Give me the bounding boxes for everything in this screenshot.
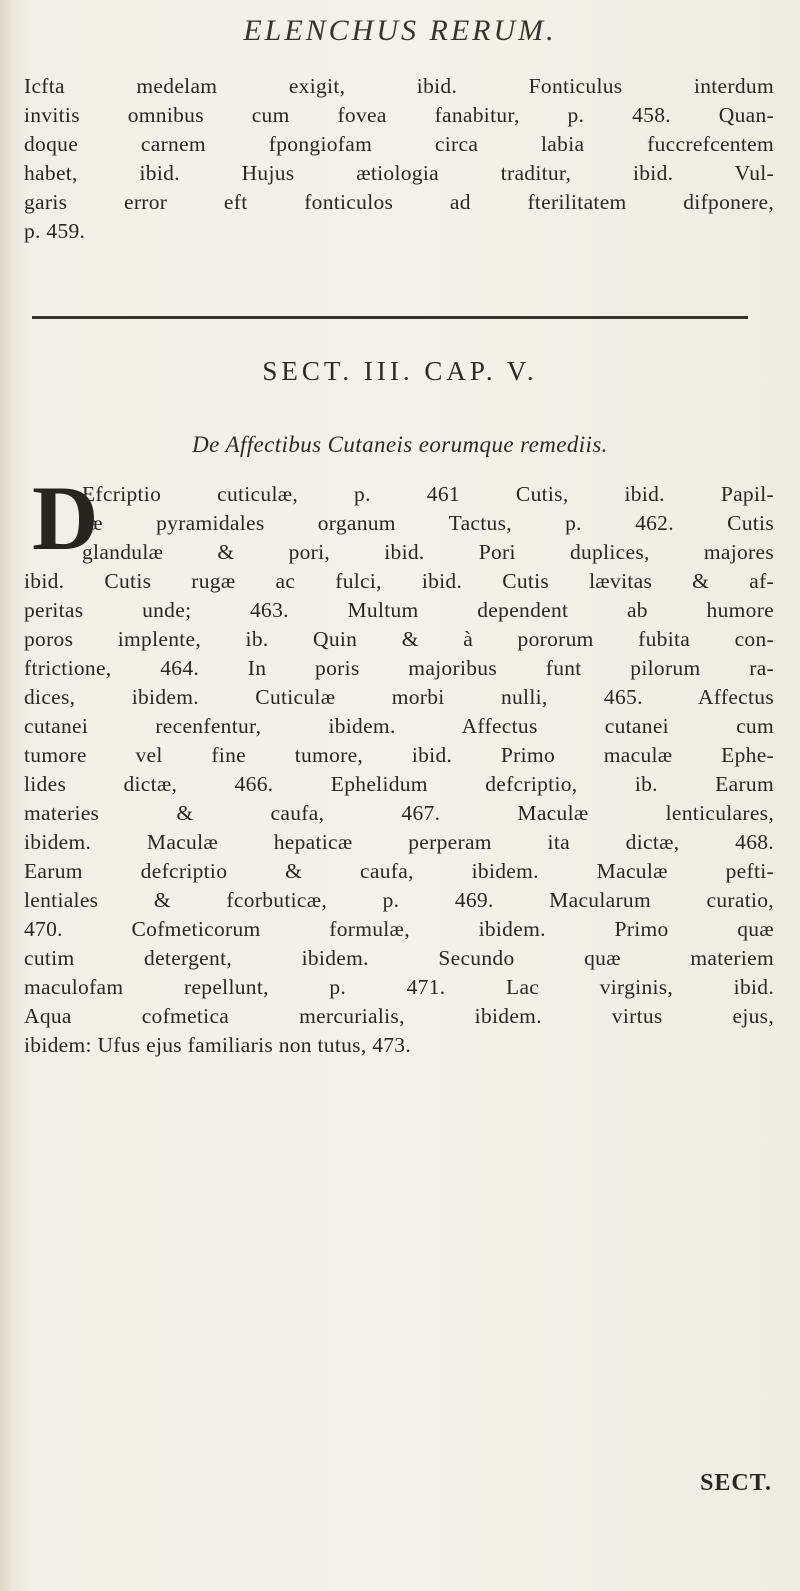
text-line: ibidem. Maculæ hepaticæ perperam ita dictæ, 468.	[24, 830, 774, 854]
catchword: SECT.	[700, 1470, 772, 1496]
page-gutter	[0, 0, 14, 1591]
text-line: p. 459.	[24, 219, 86, 243]
text-line: tumore vel fine tumore, ibid. Primo maculæ Ephe-	[24, 743, 774, 767]
text-line: lentiales & fcorbuticæ, p. 469. Macularum curatio,	[24, 888, 774, 912]
text-line: glandulæ & pori, ibid. Pori duplices, majores	[82, 540, 774, 564]
text-line: invitis omnibus cum fovea fanabitur, p. 458. Quan-	[24, 103, 774, 127]
text-line: Earum defcriptio & caufa, ibidem. Maculæ pefti-	[24, 859, 774, 883]
text-line: Aqua cofmetica mercurialis, ibidem. virtus ejus,	[24, 1004, 774, 1028]
text-line: Efcriptio cuticulæ, p. 461 Cutis, ibid. Papil-	[82, 482, 774, 506]
text-line: dices, ibidem. Cuticulæ morbi nulli, 465. Affectus	[24, 685, 774, 709]
running-head: ELENCHUS RERUM.	[243, 14, 557, 47]
text-line: cutim detergent, ibidem. Secundo quæ materiem	[24, 946, 774, 970]
text-line: poros implente, ib. Quin & à pororum fubita con-	[24, 627, 774, 651]
previous-section-text	[24, 72, 774, 246]
section-divider	[32, 316, 748, 319]
text-line: habet, ibid. Hujus ætiologia traditur, ibid. Vul-	[24, 161, 774, 185]
text-line: ibid. Cutis rugæ ac fulci, ibid. Cutis lævitas & af-	[24, 569, 774, 593]
text-line: doque carnem fpongiofam circa labia fuccrefcentem	[24, 132, 774, 156]
text-line: ftrictione, 464. In poris majoribus funt pilorum ra-	[24, 656, 774, 680]
text-line: 470. Cofmeticorum formulæ, ibidem. Primo quæ	[24, 917, 774, 941]
text-line: maculofam repellunt, p. 471. Lac virginis, ibid.	[24, 975, 774, 999]
main-index-text	[24, 480, 774, 1060]
text-line: garis error eft fonticulos ad fterilitatem difponere,	[24, 190, 774, 214]
drop-cap: D	[32, 467, 99, 569]
section-heading: SECT. III. CAP. V.	[262, 356, 538, 386]
section-subtitle: De Affectibus Cutaneis eorumque remediis.	[192, 432, 608, 457]
text-line: Icfta medelam exigit, ibid. Fonticulus interdum	[24, 74, 774, 98]
text-line: lides dictæ, 466. Ephelidum defcriptio, ib. Earum	[24, 772, 774, 796]
text-line: materies & caufa, 467. Maculæ lenticulares,	[24, 801, 774, 825]
text-line: peritas unde; 463. Multum dependent ab humore	[24, 598, 774, 622]
text-line: ibidem: Ufus ejus familiaris non tutus, 473.	[24, 1033, 412, 1057]
text-line: cutanei recenfentur, ibidem. Affectus cutanei cum	[24, 714, 774, 738]
text-line: læ pyramidales organum Tactus, p. 462. Cutis	[82, 511, 774, 535]
